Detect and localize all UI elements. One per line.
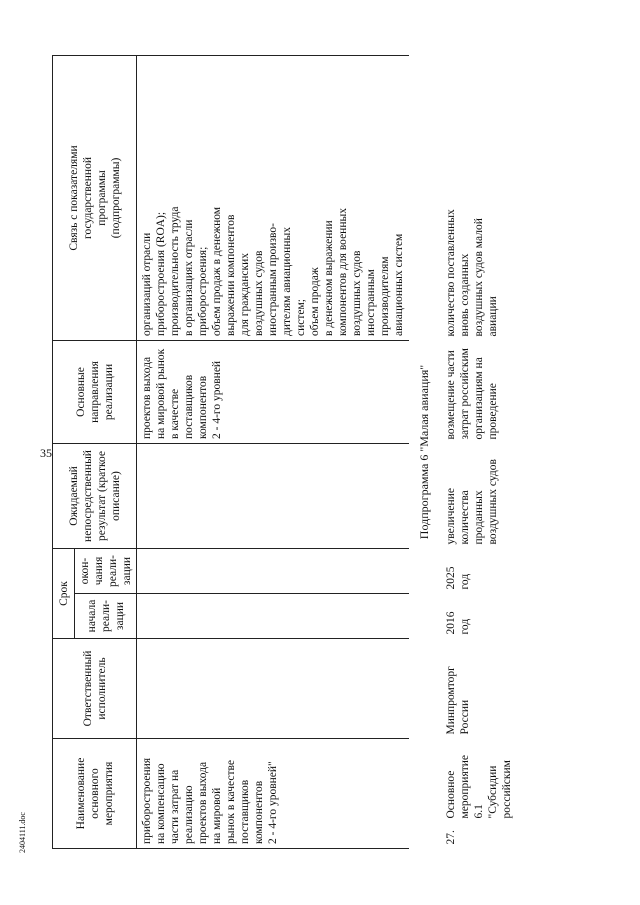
text-line: Связь с показателями bbox=[67, 145, 80, 251]
text-line: на мировой рынок bbox=[155, 348, 167, 439]
text-line: проданных bbox=[473, 490, 485, 545]
table-row-continuation bbox=[137, 55, 410, 848]
text-line: основного bbox=[88, 768, 101, 819]
text-line: иностранным bbox=[365, 269, 377, 336]
text-line: для гражданских bbox=[239, 253, 251, 336]
text-line: начала bbox=[85, 599, 98, 633]
text-line: реали- bbox=[106, 555, 119, 587]
text-line: части затрат на bbox=[169, 769, 181, 844]
cont-start bbox=[137, 594, 410, 639]
header-term: Срок bbox=[53, 548, 75, 638]
text-line: затрат российским bbox=[459, 348, 471, 440]
text-line: иностранным произво- bbox=[267, 223, 279, 336]
text-line: Наименование bbox=[74, 757, 87, 830]
cont-end bbox=[137, 548, 410, 593]
row27-name bbox=[441, 739, 517, 849]
text-line: производителям bbox=[379, 256, 391, 336]
row27-start: 2016 год bbox=[445, 611, 471, 635]
header-end bbox=[75, 548, 137, 593]
text-line: объем продаж bbox=[309, 267, 321, 336]
text-line: российским bbox=[501, 760, 513, 819]
text-line: объем продаж в денежном bbox=[211, 206, 223, 336]
cont-executor bbox=[137, 639, 410, 739]
text-line: Основное bbox=[445, 770, 457, 819]
text-line: в качестве bbox=[169, 388, 181, 439]
text-line: непосредственный bbox=[81, 450, 94, 542]
page-number: 35 bbox=[40, 446, 52, 460]
text-line: поставщиков bbox=[239, 779, 251, 844]
text-line: проектов выхода bbox=[197, 761, 209, 844]
row27-link bbox=[441, 55, 517, 340]
text-line: возмещение части bbox=[445, 350, 457, 440]
text-line: компонентов bbox=[197, 375, 209, 439]
text-line: систем; bbox=[295, 299, 307, 336]
table-row-27 bbox=[441, 55, 517, 848]
text-line: выражении компонентов bbox=[225, 214, 237, 336]
text-line: мероприятие 6.1 bbox=[459, 754, 485, 819]
header-result bbox=[53, 443, 137, 548]
header-executor bbox=[53, 639, 137, 739]
text-line: Минпромторг bbox=[445, 666, 457, 735]
text-line: исполнитель bbox=[95, 657, 108, 720]
text-line: проведение bbox=[487, 383, 499, 440]
header-start bbox=[75, 594, 137, 639]
text-line: авиационных систем bbox=[393, 233, 405, 336]
text-line: проектов выхода bbox=[141, 356, 153, 439]
text-line: чания bbox=[92, 556, 105, 586]
text-line: вновь созданных bbox=[459, 253, 471, 337]
row27-directions bbox=[441, 340, 517, 443]
subprogram-title: Подпрограмма 6 "Малая авиация" bbox=[417, 364, 431, 540]
cont-result bbox=[137, 443, 410, 548]
text-line: компонентов bbox=[253, 780, 265, 844]
text-line: реали- bbox=[99, 600, 112, 632]
text-line: компонентов для военных bbox=[337, 208, 349, 336]
text-line: "Субсидии bbox=[487, 765, 499, 819]
text-line: направления bbox=[88, 361, 101, 423]
header-directions bbox=[53, 340, 137, 443]
text-line: на компенсацию bbox=[155, 763, 167, 844]
text-line: программы bbox=[95, 170, 108, 226]
footer-filename: 2404111.doc bbox=[18, 812, 27, 853]
row27-result bbox=[441, 443, 517, 548]
text-line: поставщиков bbox=[183, 374, 195, 439]
text-line: воздушных судов bbox=[351, 250, 363, 336]
header-name bbox=[53, 739, 137, 849]
text-line: организаций отрасли bbox=[141, 232, 153, 336]
cont-name bbox=[137, 739, 410, 849]
text-line: Ответственный bbox=[81, 650, 94, 727]
text-line: увеличение bbox=[445, 488, 457, 545]
text-line: Ожидаемый bbox=[67, 466, 80, 526]
row27-end: 2025 год bbox=[445, 566, 471, 590]
text-line: воздушных судов bbox=[253, 250, 265, 336]
rotated-page bbox=[52, 56, 608, 849]
text-line: в организациях отрасли bbox=[183, 219, 195, 336]
text-line: дителям авиационных bbox=[281, 227, 293, 336]
text-line: рынок в качестве bbox=[225, 760, 237, 844]
text-line: реализацию bbox=[183, 785, 195, 844]
text-line: в денежном выражении bbox=[323, 220, 335, 336]
text-line: (подпрограммы) bbox=[109, 157, 122, 239]
text-line: приборостроения bbox=[141, 757, 153, 844]
text-line: 2 - 4-го уровней bbox=[211, 360, 223, 439]
text-line: воздушных судов малой bbox=[473, 218, 485, 337]
text-line: государственной bbox=[81, 157, 94, 239]
text-line: 2 - 4-го уровней" bbox=[267, 761, 279, 844]
text-line: зации bbox=[120, 556, 133, 586]
text-line: реализации bbox=[102, 363, 115, 421]
cont-link bbox=[137, 55, 410, 340]
text-line: воздушных судов bbox=[487, 459, 499, 545]
subprogram-title-row bbox=[409, 55, 441, 848]
text-line: приборостроения (ROA); bbox=[155, 211, 167, 336]
text-line: количества bbox=[459, 490, 471, 545]
text-line: приборостроения; bbox=[197, 246, 209, 336]
text-line: результат (краткое bbox=[95, 451, 108, 541]
row27-number: 27. bbox=[445, 830, 457, 845]
text-line: организациям на bbox=[473, 357, 485, 440]
text-line: Основные bbox=[74, 367, 87, 417]
text-line: России bbox=[459, 699, 471, 735]
table-header bbox=[53, 55, 137, 848]
text-line: количество поставленных bbox=[445, 209, 457, 337]
header-link bbox=[53, 55, 137, 340]
activities-table bbox=[52, 55, 517, 849]
text-line: описание) bbox=[109, 471, 122, 521]
text-line: производительность труда bbox=[169, 206, 181, 336]
text-line: авиации bbox=[487, 296, 499, 337]
row27-executor bbox=[441, 639, 517, 739]
text-line: мероприятия bbox=[102, 761, 115, 826]
text-line: на мировой bbox=[211, 787, 223, 844]
cont-directions bbox=[137, 340, 410, 443]
text-line: зации bbox=[113, 601, 126, 631]
text-line: окон- bbox=[78, 557, 91, 585]
